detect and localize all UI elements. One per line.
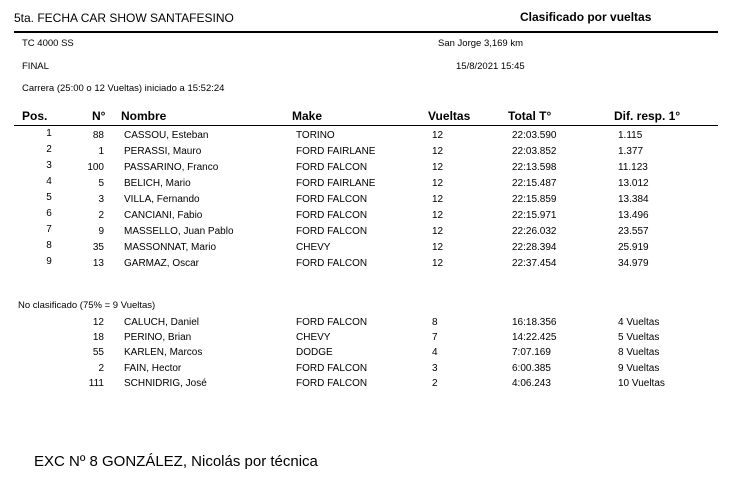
- make-cell: FORD FALCON: [296, 363, 368, 374]
- make-cell: TORINO: [296, 130, 335, 141]
- table-row: [0, 332, 732, 347]
- total-cell: 22:28.394: [512, 242, 557, 253]
- laps-cell: 8: [432, 317, 438, 328]
- column-header-rule: [14, 125, 718, 126]
- laps-cell: 12: [432, 258, 444, 269]
- num-cell: 88: [92, 130, 104, 141]
- table-row: [0, 378, 732, 393]
- num-cell: 100: [87, 162, 104, 173]
- diff-cell: 13.012: [618, 178, 649, 189]
- pos-cell: 2: [46, 144, 52, 155]
- laps-cell: 12: [432, 194, 444, 205]
- total-cell: 22:15.971: [512, 210, 557, 221]
- race-info: Carrera (25:00 o 12 Vueltas) iniciado a 15:52:24: [22, 83, 225, 94]
- table-row: [0, 210, 732, 225]
- make-cell: FORD FAIRLANE: [296, 178, 376, 189]
- make-cell: DODGE: [296, 347, 333, 358]
- laps-cell: 2: [432, 378, 438, 389]
- report-type: Clasificado por vueltas: [520, 10, 652, 24]
- diff-cell: 9 Vueltas: [618, 363, 660, 374]
- table-row: [0, 242, 732, 257]
- table-row: [0, 347, 732, 362]
- total-cell: 7:07.169: [512, 347, 551, 358]
- session: FINAL: [22, 61, 49, 72]
- total-cell: 22:03.852: [512, 146, 557, 157]
- pos-cell: 8: [46, 240, 52, 251]
- total-cell: 4:06.243: [512, 378, 551, 389]
- laps-cell: 12: [432, 226, 444, 237]
- datetime: 15/8/2021 15:45: [456, 61, 525, 72]
- name-cell: GARMAZ, Oscar: [124, 258, 200, 269]
- col-total: Total T°: [508, 109, 552, 123]
- table-row: [0, 130, 732, 145]
- name-cell: MASSONNAT, Mario: [124, 242, 217, 253]
- name-cell: CASSOU, Esteban: [124, 130, 209, 141]
- event-title: 5ta. FECHA CAR SHOW SANTAFESINO: [14, 11, 234, 25]
- diff-cell: 5 Vueltas: [618, 332, 660, 343]
- table-row: [0, 194, 732, 209]
- pos-cell: 6: [46, 208, 52, 219]
- diff-cell: 8 Vueltas: [618, 347, 660, 358]
- num-cell: 3: [98, 194, 104, 205]
- total-cell: 22:03.590: [512, 130, 557, 141]
- make-cell: CHEVY: [296, 332, 331, 343]
- name-cell: MASSELLO, Juan Pablo: [124, 226, 234, 237]
- laps-cell: 7: [432, 332, 438, 343]
- table-row: [0, 162, 732, 177]
- num-cell: 12: [92, 317, 104, 328]
- diff-cell: 4 Vueltas: [618, 317, 660, 328]
- total-cell: 6:00.385: [512, 363, 551, 374]
- total-cell: 22:15.859: [512, 194, 557, 205]
- name-cell: FAIN, Hector: [124, 363, 182, 374]
- num-cell: 2: [98, 363, 104, 374]
- footnote: EXC Nº 8 GONZÁLEZ, Nicolás por técnica: [34, 453, 318, 470]
- laps-cell: 12: [432, 146, 444, 157]
- table-row: [0, 363, 732, 378]
- pos-cell: 7: [46, 224, 52, 235]
- make-cell: FORD FALCON: [296, 210, 368, 221]
- diff-cell: 1.115: [618, 130, 643, 141]
- name-cell: PERASSI, Mauro: [124, 146, 202, 157]
- make-cell: FORD FALCON: [296, 162, 368, 173]
- name-cell: SCHNIDRIG, José: [124, 378, 207, 389]
- total-cell: 16:18.356: [512, 317, 557, 328]
- diff-cell: 11.123: [618, 162, 648, 173]
- category: TC 4000 SS: [22, 38, 74, 49]
- name-cell: CALUCH, Daniel: [124, 317, 200, 328]
- table-row: [0, 258, 732, 273]
- laps-cell: 12: [432, 178, 444, 189]
- diff-cell: 13.384: [618, 194, 649, 205]
- make-cell: FORD FALCON: [296, 194, 368, 205]
- col-diff: Dif. resp. 1°: [614, 109, 681, 123]
- diff-cell: 25.919: [618, 242, 649, 253]
- col-laps: Vueltas: [428, 109, 471, 123]
- total-cell: 22:37.454: [512, 258, 557, 269]
- num-cell: 55: [92, 347, 104, 358]
- table-row: [0, 146, 732, 161]
- pos-cell: 1: [46, 128, 52, 139]
- make-cell: FORD FAIRLANE: [296, 146, 376, 157]
- laps-cell: 12: [432, 242, 444, 253]
- name-cell: CANCIANI, Fabio: [124, 210, 203, 221]
- make-cell: FORD FALCON: [296, 378, 368, 389]
- name-cell: PASSARINO, Franco: [124, 162, 219, 173]
- diff-cell: 23.557: [618, 226, 649, 237]
- name-cell: PERINO, Brian: [124, 332, 192, 343]
- name-cell: VILLA, Fernando: [124, 194, 200, 205]
- laps-cell: 3: [432, 363, 438, 374]
- header-rule-top: [14, 31, 718, 33]
- col-num: N°: [92, 109, 106, 123]
- table-row: [0, 226, 732, 241]
- make-cell: FORD FALCON: [296, 226, 368, 237]
- circuit: San Jorge 3,169 km: [438, 38, 524, 49]
- pos-cell: 9: [46, 256, 52, 267]
- laps-cell: 12: [432, 162, 444, 173]
- total-cell: 22:15.487: [512, 178, 557, 189]
- num-cell: 2: [98, 210, 104, 221]
- col-name: Nombre: [121, 109, 167, 123]
- pos-cell: 3: [46, 160, 52, 171]
- num-cell: 13: [92, 258, 104, 269]
- diff-cell: 10 Vueltas: [618, 378, 665, 389]
- pos-cell: 4: [46, 176, 52, 187]
- make-cell: CHEVY: [296, 242, 331, 253]
- col-pos: Pos.: [22, 109, 48, 123]
- num-cell: 18: [92, 332, 104, 343]
- laps-cell: 12: [432, 130, 444, 141]
- diff-cell: 34.979: [618, 258, 649, 269]
- table-row: [0, 317, 732, 332]
- total-cell: 22:13.598: [512, 162, 557, 173]
- laps-cell: 12: [432, 210, 444, 221]
- num-cell: 5: [98, 178, 104, 189]
- diff-cell: 1.377: [618, 146, 644, 157]
- num-cell: 111: [88, 378, 104, 389]
- col-make: Make: [292, 109, 323, 123]
- make-cell: FORD FALCON: [296, 317, 368, 328]
- total-cell: 14:22.425: [512, 332, 557, 343]
- name-cell: BELICH, Mario: [124, 178, 191, 189]
- num-cell: 35: [92, 242, 104, 253]
- diff-cell: 13.496: [618, 210, 649, 221]
- num-cell: 1: [98, 146, 104, 157]
- pos-cell: 5: [46, 192, 52, 203]
- table-row: [0, 178, 732, 193]
- total-cell: 22:26.032: [512, 226, 557, 237]
- num-cell: 9: [98, 226, 104, 237]
- laps-cell: 4: [432, 347, 438, 358]
- name-cell: KARLEN, Marcos: [124, 347, 203, 358]
- make-cell: FORD FALCON: [296, 258, 368, 269]
- not-classified-label: No clasificado (75% = 9 Vueltas): [18, 300, 156, 311]
